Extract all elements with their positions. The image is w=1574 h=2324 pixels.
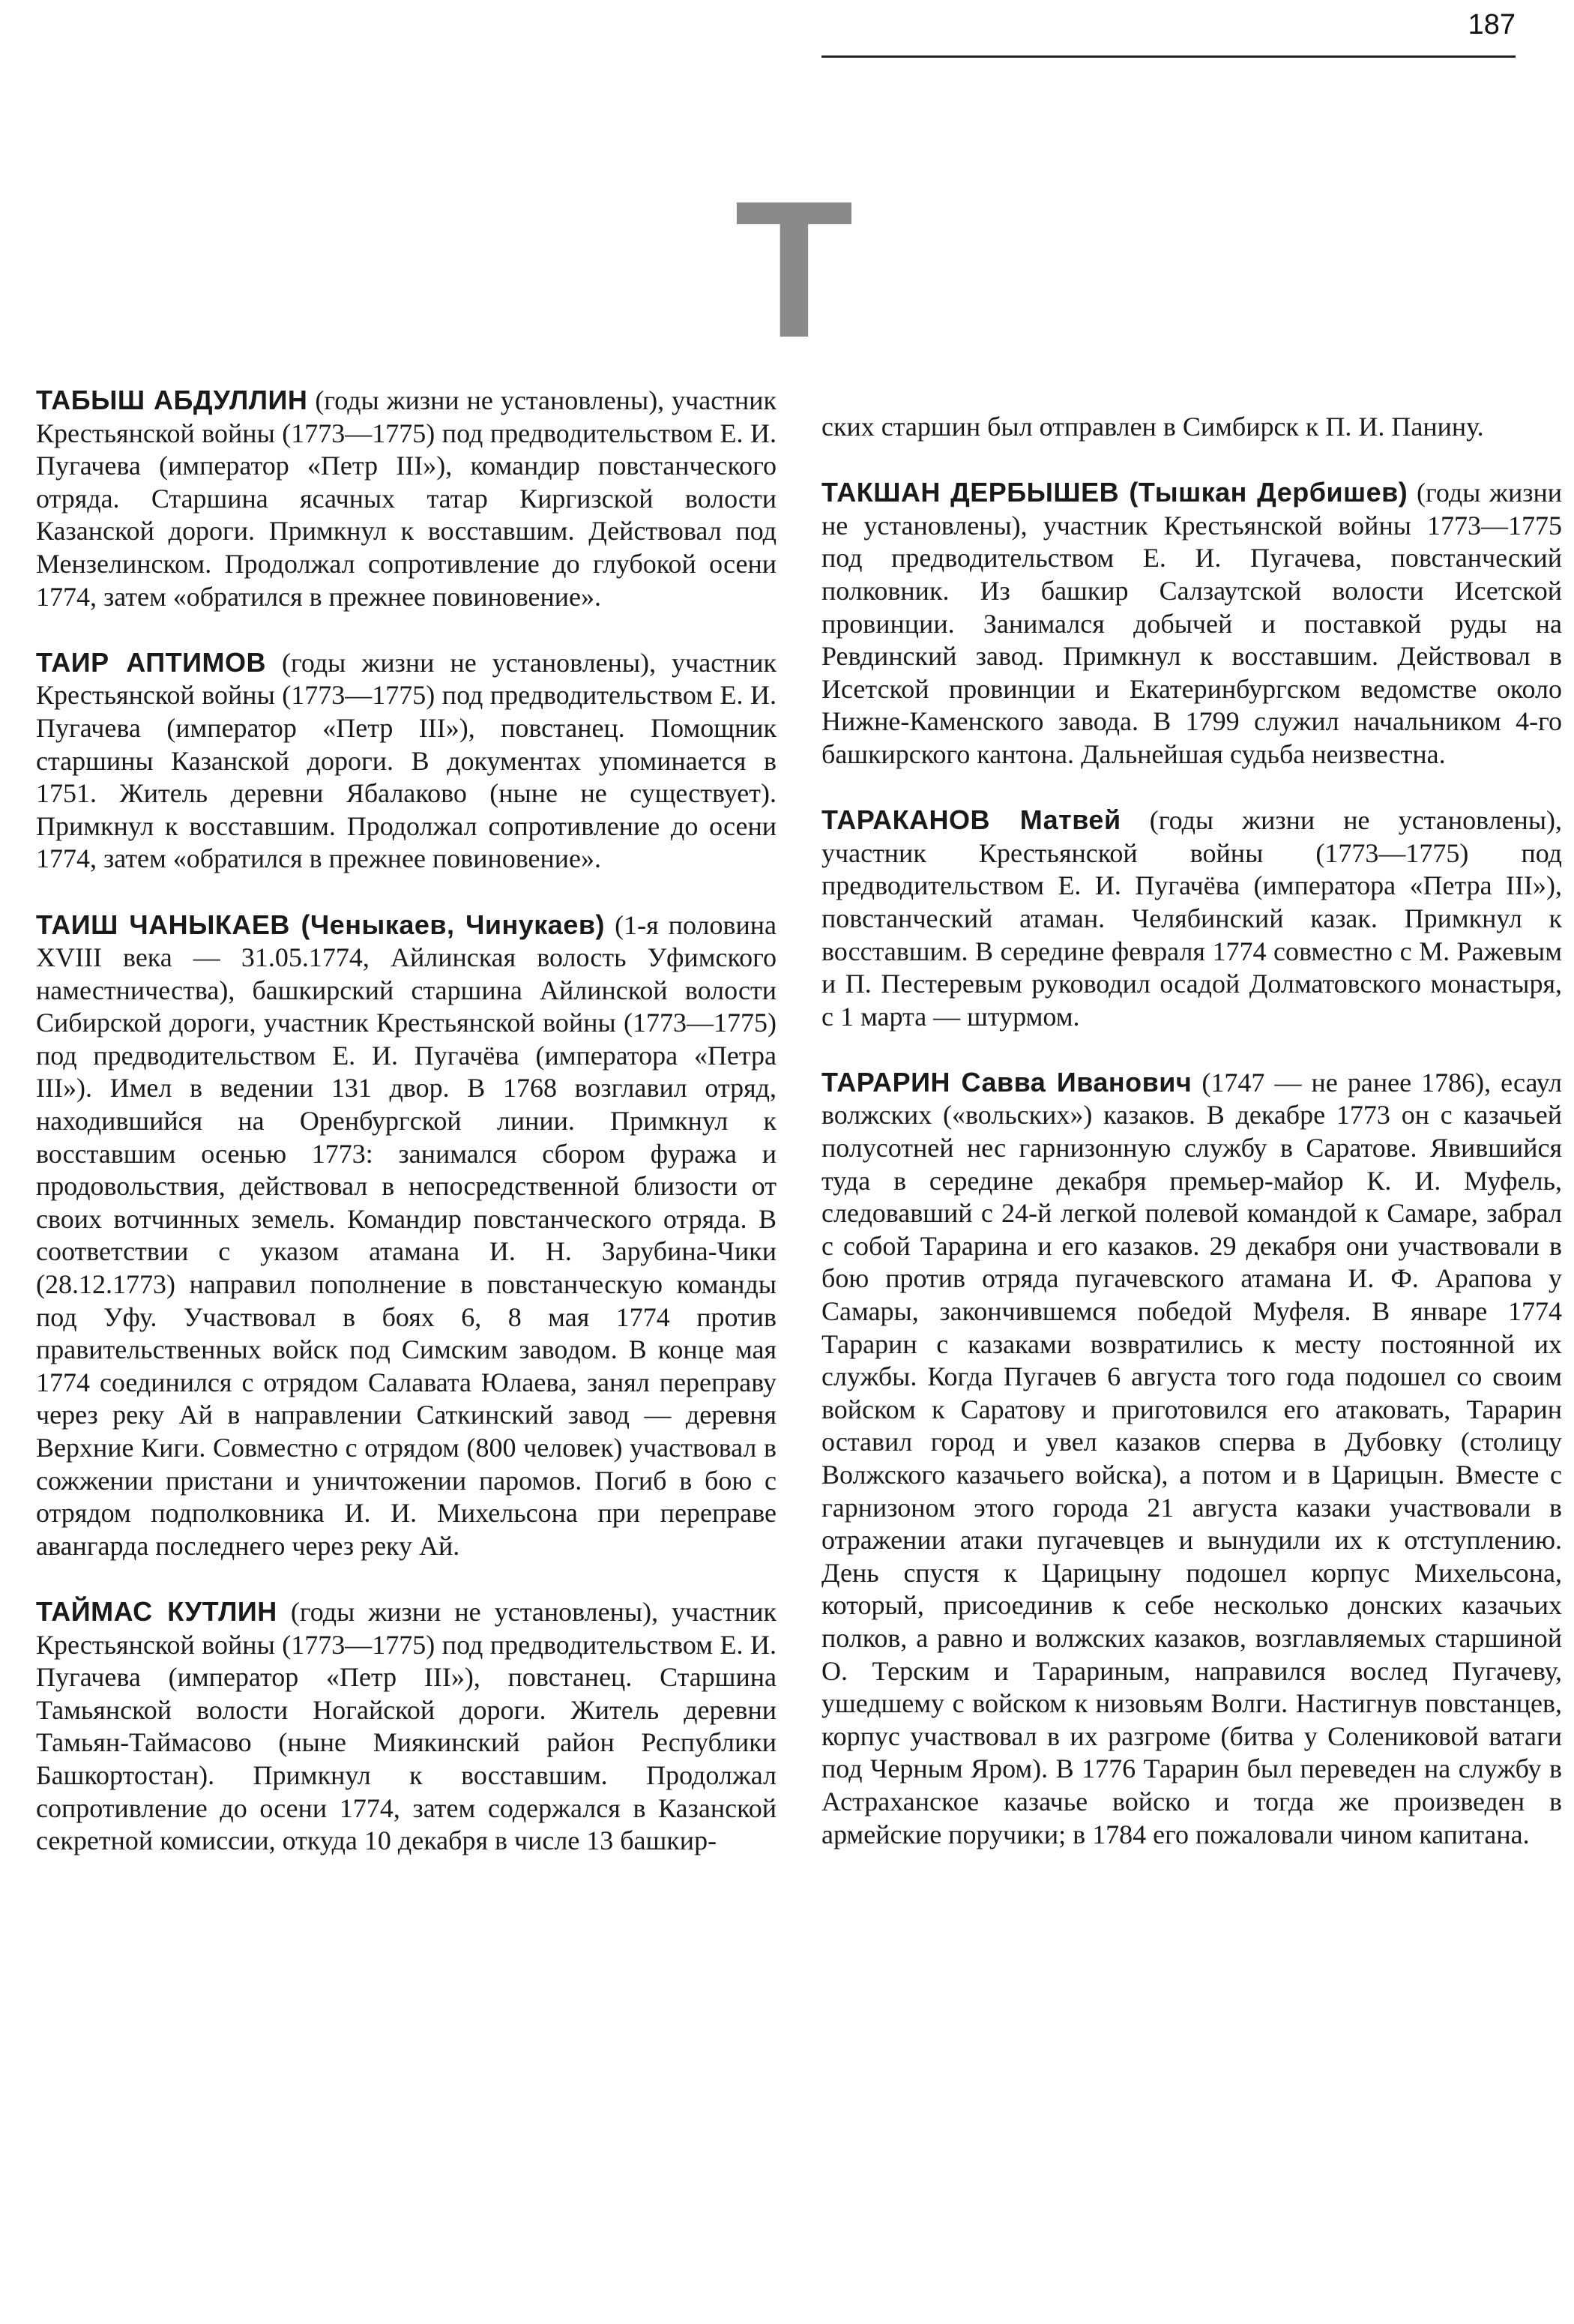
entry-tarakanov-matvei — [821, 804, 1562, 1033]
entry-body: (1747 — не ранее 1786), есаул волжских («вольских») казаков. В декабре 1773 он с казачьей полусотней нес гарнизонную службу в Саратове. Явившийся туда в середине декабря премьер-майор К. И. Муфель, следовавший с 24-й легкой полевой командой к Самаре, забрал с собой Тарарина и его казаков. 29 декабря они участвовали в бою против отряда пугачевского атамана И. Ф. Арапова у Самары, закончившемся победой Муфеля. В январе 1774 Тарарин с казаками возвратились к месту постоянной их службы. Когда Пугачев 6 августа того года подошел со своим войском к Саратову и приготовился его атаковать, Тарарин оставил город и увел казаков сперва в Дубовку (столицу Волжского казачьего войска), а потом и в Царицын. Вместе с гарнизоном этого города 21 августа казаки участвовали в отражении атаки пугачевцев и вынудили их к отступлению. День спустя к Царицыну подошел корпус Михельсона, который, присоединив к себе несколько донских казачьих полков, а равно и волжских казаков, возглавляемых старшиной О. Терским и Тарариным, направился вослед Пугачеву, ушедшему с войском к низовьям Волги. Настигнув повстанцев, корпус участвовал в их разгроме (битва у Солениковой ватаги под Черным Яром). В 1776 Тарарин был переведен на службу в Астраханское казачье войско и тогда же произведен в армейские поручики; в 1784 его пожаловали чином капитана. — [821, 1067, 1563, 1849]
left-column — [36, 384, 777, 1890]
entry-heading: ТАРАКАНОВ Матвей — [821, 804, 1121, 836]
continued-text: ских старшин был отправлен в Симбирск к П. И. Панину. — [821, 412, 1484, 442]
entry-taish-chanykaev — [36, 909, 777, 1563]
entry-body: (годы жизни не установлены), участник Крестьянской войны (1773—1775) под предводительством Е. И. Пугачева (император «Петр III»), повстанец. Помощник старшины Казанской дороги. В документах упоминается в 1751. Житель деревни Ябалаково (ныне не существует). Примкнул к восставшим. Продолжал сопротивление до осени 1774, затем «обратился в прежнее повиновение». — [36, 647, 777, 874]
entry-tair-aptimov — [36, 646, 777, 876]
entry-heading: ТАКШАН ДЕРБЫШЕВ (Тышкан Дербишев) — [821, 477, 1408, 508]
entry-heading: ТАИР АПТИМОВ — [36, 646, 266, 678]
entry-tararin-savva — [821, 1066, 1562, 1851]
entry-body: (годы жизни не установлены), участник Крестьянской войны (1773—1775) под предводительством Е. И. Пугачёва (императора «Петра III»), повстанческий атаман. Челябинский казак. Примкнул к восставшим. В середине февраля 1774 совместно с М. Ражевым и П. Пестеревым руководил осадой Долматовского монастыря, с 1 марта — штурмом. — [821, 805, 1562, 1032]
entry-body: (годы жизни не установлены), участник Крестьянской войны (1773—1775) под предводительством Е. И. Пугачева (император «Петр III»), командир повстанческого отряда. Старшина ясачных татар Киргизской волости Казанской дороги. Примкнул к восставшим. Действовал под Мензелинском. Продолжал сопротивление до глубокой осени 1774, затем «обратился в прежнее повиновение». — [36, 385, 777, 612]
entry-takshan-derbyshev — [821, 476, 1562, 771]
entry-tabysh-abdullin — [36, 384, 777, 613]
page-number: 187 — [1468, 9, 1516, 40]
entry-heading: ТАРАРИН Савва Иванович — [821, 1066, 1192, 1098]
entry-heading: ТАИШ ЧАНЫКАЕВ (Ченыкаев, Чинукаев) — [36, 909, 605, 940]
entry-body: (годы жизни не установлены), участник Крестьянской войны 1773—1775 под предводительством Е. И. Пугачева, повстанческий полковник. Из башкир Салзаутской волости Исетской провинции. Занимался добычей и поставкой руды на Ревдинский завод. Примкнул к восставшим. Действовал в Исетской провинции и Екатеринбургском ведомстве около Нижне-Каменского завода. В 1799 служил начальником 4-го башкирского кантона. Дальнейшая судьба неизвестна. — [821, 478, 1562, 769]
right-column — [821, 384, 1562, 1884]
entry-heading: ТАЙМАС КУТЛИН — [36, 1595, 277, 1627]
entry-body: (годы жизни не установлены), участник Крестьянской войны (1773—1775) под предводительством Е. И. Пугачева (император «Петр III»), повстанец. Старшина Тамьянской волости Ногайской дороги. Житель деревни Тамьян-Таймасово (ныне Миякинский район Республики Башкортостан). Примкнул к восставшим. Продолжал сопротивление до осени 1774, затем содержался в Казанской секретной комиссии, откуда 10 декабря в числе 13 башкир- — [36, 1596, 777, 1856]
entry-heading: ТАБЫШ АБДУЛЛИН — [36, 385, 308, 415]
header-rule — [821, 55, 1516, 58]
entry-body: (1-я половина XVIII века — 31.05.1774, Айлинская волость Уфимского наместничества), башкирский старшина Айлинской волости Сибирской дороги, участник Крестьянской войны (1773—1775) под предводительством Е. И. Пугачёва (императора «Петра III»). Имел в ведении 131 двор. В 1768 возглавил отряд, находившийся на Оренбургской линии. Примкнул к восставшим осенью 1773: занимался сбором фуража и продовольствия, действовал в непосредственной близости от своих вотчинных земель. Командир повстанческого отряда. В соответствии с указом атамана И. Н. Зарубина-Чики (28.12.1773) направил пополнение в повстанческую команды под Уфу. Участвовал в боях 6, 8 мая 1774 против правительственных войск под Симским заводом. В конце мая 1774 соединился с отрядом Салавата Юлаева, занял переправу через реку Ай в направлении Саткинский завод — деревня Верхние Киги. Совместно с отрядом (800 человек) участвовал в сожжении пристани и уничтожении паромов. Погиб в бою с отрядом подполковника И. И. Михельсона при переправе авангарда последнего через реку Ай. — [36, 909, 777, 1561]
entry-taimas-kutlin — [36, 1595, 777, 1858]
section-letter: Т — [735, 161, 854, 379]
